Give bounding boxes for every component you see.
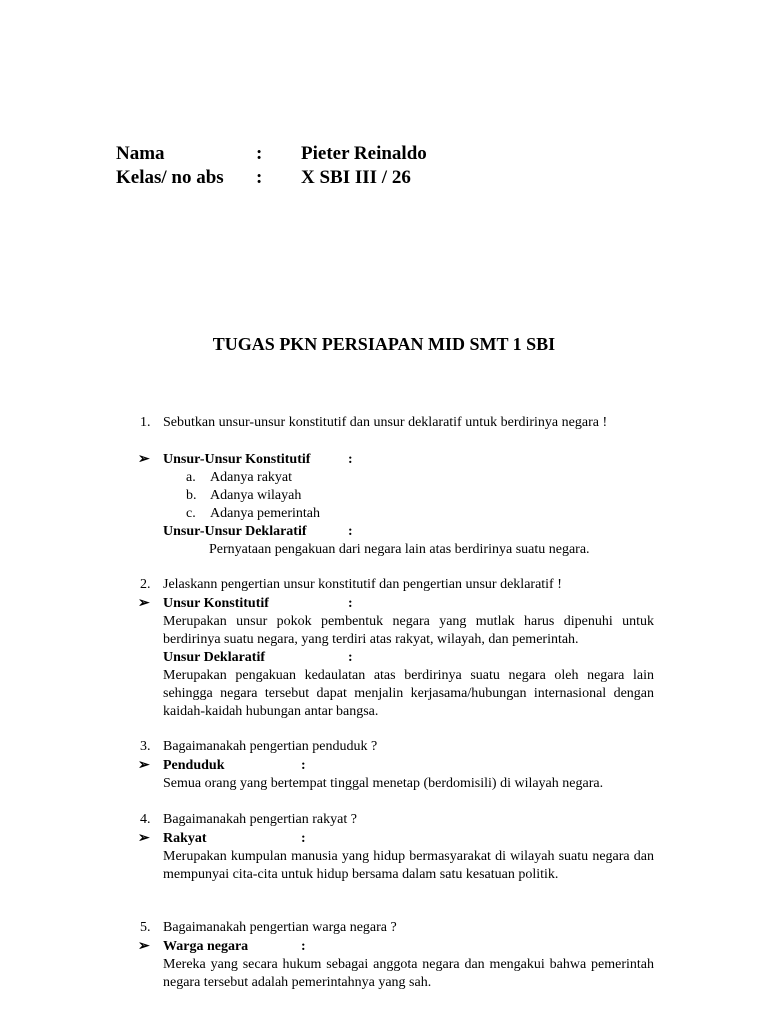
list-text: Adanya pemerintah — [210, 506, 321, 521]
answer-text: Merupakan kumpulan manusia yang hidup bermasyarakat di wilayah suatu negara dan mempunyai cita-cita untuk hidup bersama dalam satu kesatuan politik. — [163, 849, 654, 882]
question-4 — [140, 811, 654, 829]
question-text: Bagaimanakah pengertian warga negara ? — [163, 920, 397, 935]
question-2 — [140, 576, 654, 594]
answer-colon: : — [348, 650, 353, 665]
class-colon: : — [256, 167, 263, 188]
question-text: Bagaimanakah pengertian rakyat ? — [163, 812, 357, 827]
name-value: Pieter Reinaldo — [301, 143, 427, 164]
answer-text: Merupakan pengakuan kedaulatan atas berdirinya suatu negara oleh negara lain sehingga negara tersebut dapat menjalin kerjasama/hubungan internasional dengan kaidah-kaidah hubungan antar bangsa. — [163, 668, 654, 719]
bullet-arrow-icon: ➢ — [138, 831, 150, 846]
answer-colon: : — [348, 596, 353, 611]
class-value: X SBI III / 26 — [301, 167, 411, 188]
answer-colon: : — [301, 831, 306, 846]
question-5 — [140, 919, 654, 937]
question-number: 3. — [140, 739, 151, 754]
answer-text: Pernyataan pengakuan dari negara lain atas berdirinya suatu negara. — [209, 542, 590, 557]
question-text: Bagaimanakah pengertian penduduk ? — [163, 739, 378, 754]
bullet-arrow-icon: ➢ — [138, 939, 150, 954]
answer-text: Mereka yang secara hukum sebagai anggota negara dan mengakui bahwa pemerintah negara tersebut adalah pemerintahnya yang sah. — [163, 957, 654, 990]
list-item — [186, 469, 292, 487]
list-item — [186, 487, 301, 505]
question-number: 5. — [140, 920, 151, 935]
question-3 — [140, 738, 654, 756]
answer-text: Semua orang yang bertempat tinggal menetap (berdomisili) di wilayah negara. — [163, 776, 604, 791]
question-number: 4. — [140, 812, 151, 827]
list-text: Adanya wilayah — [210, 488, 302, 503]
list-letter: b. — [186, 488, 197, 503]
answer-colon: : — [348, 452, 353, 467]
answer-label: Warga negara — [163, 939, 249, 954]
bullet-arrow-icon: ➢ — [138, 758, 150, 773]
answer-colon: : — [348, 524, 353, 539]
list-item — [186, 505, 320, 523]
name-label: Nama — [116, 143, 165, 164]
answer-colon: : — [301, 758, 306, 773]
answer-label: Unsur-Unsur Deklaratif — [163, 524, 307, 539]
class-label: Kelas/ no abs — [116, 167, 224, 188]
list-letter: a. — [186, 470, 196, 485]
answer-text: Merupakan unsur pokok pembentuk negara yang mutlak harus dipenuhi untuk berdirinya suatu negara, yang terdiri atas rakyat, wilayah, dan pemerintah. — [163, 614, 654, 647]
answer-label: Unsur Konstitutif — [163, 596, 269, 611]
list-text: Adanya rakyat — [210, 470, 293, 485]
answer-label: Rakyat — [163, 831, 207, 846]
list-letter: c. — [186, 506, 196, 521]
answer-label: Penduduk — [163, 758, 225, 773]
question-text: Sebutkan unsur-unsur konstitutif dan unsur deklaratif untuk berdirinya negara ! — [163, 415, 608, 430]
bullet-arrow-icon: ➢ — [138, 452, 150, 467]
question-text: Jelaskann pengertian unsur konstitutif dan pengertian unsur deklaratif ! — [163, 577, 562, 592]
question-1 — [140, 414, 654, 432]
page-title: TUGAS PKN PERSIAPAN MID SMT 1 SBI — [212, 334, 556, 354]
question-number: 1. — [140, 415, 151, 430]
question-number: 2. — [140, 577, 151, 592]
bullet-arrow-icon: ➢ — [138, 596, 150, 611]
name-colon: : — [256, 143, 263, 164]
answer-label: Unsur-Unsur Konstitutif — [163, 452, 311, 467]
answer-label: Unsur Deklaratif — [163, 650, 266, 665]
answer-colon: : — [301, 939, 306, 954]
